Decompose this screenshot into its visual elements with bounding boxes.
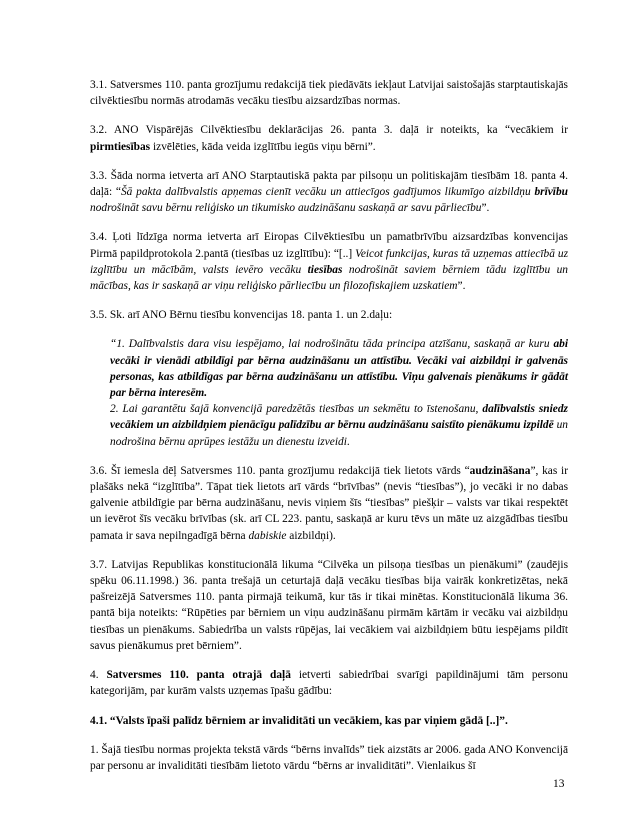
quote-item-1: “1. Dalībvalstis dara visu iespējamo, lai nodrošinātu tāda principa atzīšanu, saskaņā ar kuru abi vecāki ir vienādi atbildīgi par bērna audzināšanu un attīstību. Vecāki vai aizbildņi ir galvenās personas, kas atbildīgas par bērna audzināšanu un attīstību. Viņu galvenais pienākums ir gādāt par bērna interesēm.	[110, 338, 568, 400]
paragraph-3-7: 3.7. Latvijas Republikas konstitucionālā likuma “Cilvēka un pilsoņa tiesības un pienākumi” (zaudējis spēku 06.11.1998.) 36. panta trešajā un ceturtajā daļā vecāku tiesības bija vairāk konkretizētas, nekā pašreizējā Satversmes 110. panta pirmajā teikumā, kur tās ir tikai minētas. Konstitucionālā likuma 36. pantā bija noteikts: “Rūpēties par bērniem un viņu audzināšanu pirmām kārtām ir vecāku vai aizbildņu tiesības un pienākums. Sabiedrība un valsts rūpējas, lai vecākiem vai aizbildņiem būtu iespējams pildīt savus pienākumus pret bērniem”.	[90, 558, 568, 652]
paragraph-3-6: 3.6. Šī iemesla dēļ Satversmes 110. panta grozījumu redakcijā tiek lietots vārds “audzināšana”, kas ir plašāks nekā “izglītība”. Tāpat tiek lietots arī vārds “brīvības” (nevis “tiesības”), jo vecāki ir no dabas galvenie atbildīgie par bērna audzināšanu, nevis viņiem šīs “tiesības” piešķir – valsts var tikai respektēt un ievērot šīs vecāku brīvības (sk. arī CL 223. pantu, saskaņā ar kuru tēvs un māte uz aizgādības tiesību pamata ir sava nepilngadīgā bērna dabiskie aizbildņi).	[90, 464, 568, 542]
paragraph-3-2: 3.2. ANO Vispārējās Cilvēktiesību deklarācijas 26. panta 3. daļā ir noteikts, ka “vecākiem ir pirmtiesības izvēlēties, kāda veida izglītību iegūs viņu bērni”.	[90, 124, 568, 153]
paragraph-1: 1. Šajā tiesību normas projekta tekstā vārds “bērns invalīds” tiek aizstāts ar 2006. gada ANO Konvencijā par personu ar invaliditāti tiesībām lietoto vārdu “bērns ar invaliditāti”. Vienlaikus šī	[90, 743, 568, 772]
document-body	[90, 77, 568, 787]
paragraph-4: 4. Satversmes 110. panta otrajā daļā ietverti sabiedrībai svarīgi papildinājumi tām personu kategorijām, par kurām valsts uzņemas īpašu gādību:	[90, 669, 568, 698]
paragraph-3-4: 3.4. Ļoti līdzīga norma ietverta arī Eiropas Cilvēktiesību un pamatbrīvību aizsardzības konvencijas Pirmā papildprotokola 2.pantā (tiesības uz izglītību): “[..] Veicot funkcijas, kuras tā uzņemas attiecībā uz izglītību un mācībām, valsts ievēro vecāku tiesības nodrošināt saviem bērniem tādu izglītību un mācības, kas ir saskaņā ar viņu reliģisko pārliecību un filozofiskajiem uzskatiem”.	[90, 231, 569, 293]
paragraph-3-3: 3.3. Šāda norma ietverta arī ANO Starptautiskā pakta par pilsoņu un politiskajām tiesībām 18. panta 4. daļā: “Šā pakta dalībvalstis apņemas cienīt vecāku un attiecīgos gadījumos likumīgo aizbildņu brīvību nodrošināt savu bērnu reliģisko un tikumisko audzināšanu saskaņā ar savu pārliecību”.	[90, 169, 568, 215]
page-number: 13	[553, 778, 565, 790]
paragraph-3-1: 3.1. Satversmes 110. panta grozījumu redakcijā tiek piedāvāts iekļaut Latvijai saistošajās starptautiskajās cilvēktiesību normās atrodamās vecāku tiesību aizsardzības normas.	[90, 79, 568, 108]
block-quote	[110, 336, 568, 449]
quote-item-2: 2. Lai garantētu šajā konvencijā paredzētās tiesības un sekmētu to īstenošanu, dalībvalstis sniedz vecākiem un aizbildņiem pienācīgu palīdzību ar bērnu audzināšanu saistīto pienākumu izpildē un nodrošina bērnu aprūpes iestāžu un dienestu izveidi.	[110, 403, 568, 448]
paragraph-4-1: 4.1. “Valsts īpaši palīdz bērniem ar invaliditāti un vecākiem, kas par viņiem gādā [..]”.	[90, 714, 508, 727]
paragraph-3-5: 3.5. Sk. arī ANO Bērnu tiesību konvencijas 18. panta 1. un 2.daļu:	[90, 309, 393, 322]
